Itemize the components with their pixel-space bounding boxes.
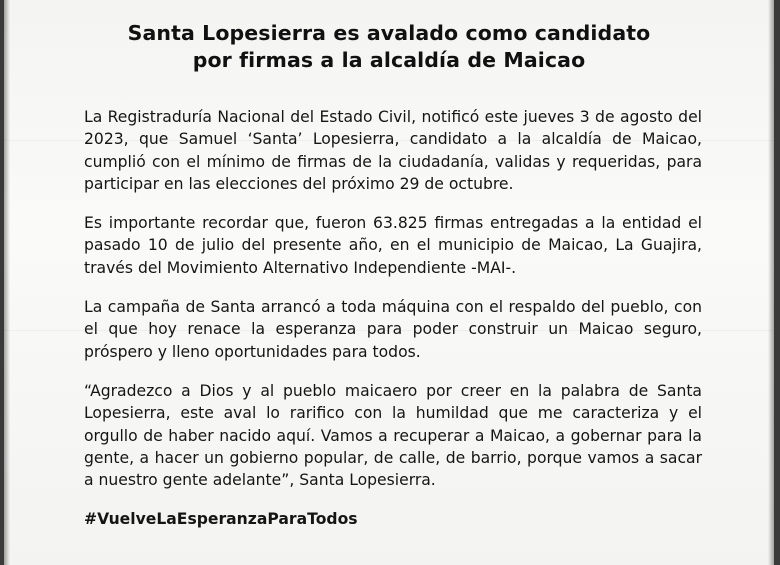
document-page — [4, 0, 774, 565]
paragraph-1: La Registraduría Nacional del Estado Civil, notificó este jueves 3 de agosto del 2023, que Samuel ‘Santa’ Lopesierra, candidato a la alcaldía de Maicao, cumplió con el mínimo de firmas de la ciudadanía, validas y requeridas, para participar en las elecciones del próximo 29 de octubre. — [84, 108, 702, 193]
paragraph-2: Es importante recordar que, fueron 63.825 firmas entregadas a la entidad el pasado 10 de julio del presente año, en el municipio de Maicao, La Guajira, través del Movimiento Alternativo Independiente -MAI-. — [84, 214, 702, 277]
page-shadow-left — [4, 0, 10, 565]
paragraph-4-quote: “Agradezco a Dios y al pueblo maicaero por creer en la palabra de Santa Lopesierra, este aval lo rarifico con la humildad que me caracteriza y el orgullo de haber nacido aquí. Vamos a recuperar a Maicao, a gobernar para la gente, a hacer un gobierno popular, de calle, de barrio, porque vamos a sacar a nuestro gente adelante”, Santa Lopesierra. — [84, 381, 702, 490]
hashtag: #VuelveLaEsperanzaParaTodos — [84, 510, 358, 529]
title-line-2: por firmas a la alcaldía de Maicao — [192, 48, 586, 72]
paragraph-3: La campaña de Santa arrancó a toda máquina con el respaldo del pueblo, con el que hoy renace la esperanza para poder construir un Maicao seguro, próspero y lleno oportunidades para todos. — [84, 298, 702, 361]
article-body — [84, 106, 702, 531]
page-shadow-right — [768, 0, 774, 565]
title-line-1: Santa Lopesierra es avalado como candidato — [127, 21, 651, 45]
page-title — [4, 20, 774, 74]
